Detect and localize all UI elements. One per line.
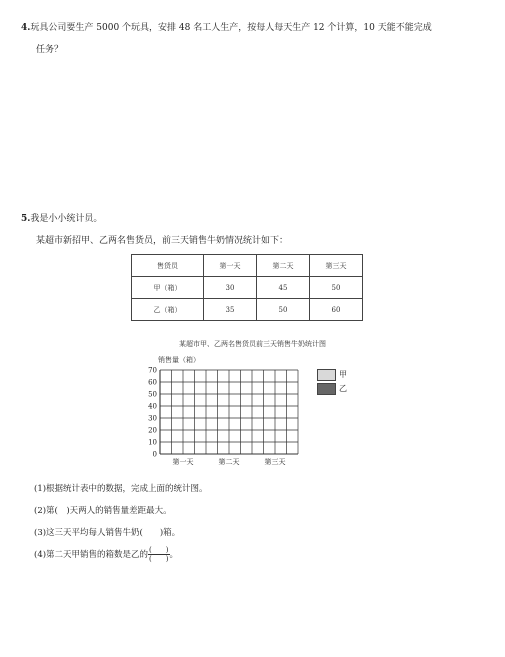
table-header-cell: 第一天 (204, 255, 257, 277)
legend-swatch-jia (317, 369, 336, 381)
legend-label-yi: 乙 (339, 384, 347, 393)
legend-label-jia: 甲 (339, 370, 347, 379)
table-header-cell: 售货员 (132, 255, 204, 277)
sub-question-4-suffix: 。 (169, 550, 179, 560)
sub-question-1: (1)根据统计表中的数据，完成上面的统计图。 (34, 484, 208, 494)
table-header-row (132, 255, 363, 277)
y-tick-label: 60 (148, 378, 157, 387)
x-tick-label: 第三天 (264, 458, 286, 466)
chart-y-axis-label: 销售量（箱） (158, 356, 200, 364)
sub-question-4-prefix: (4)第二天甲销售的箱数是乙的 (34, 550, 149, 560)
sub-question-2: (2)第( )天两人的销售量差距最大。 (34, 506, 172, 516)
question-5 (21, 212, 102, 226)
table-row (132, 299, 363, 321)
question-4 (21, 21, 432, 35)
y-tick-label: 10 (148, 438, 157, 447)
table-row (132, 277, 363, 299)
table-header-cell: 第三天 (310, 255, 363, 277)
sales-bar-chart (138, 362, 313, 466)
y-tick-label: 70 (148, 366, 157, 375)
chart-title: 某超市甲、乙两名售货员前三天销售牛奶统计图 (179, 340, 326, 348)
sub-question-3: (3)这三天平均每人销售牛奶( )箱。 (34, 528, 181, 538)
y-tick-label: 30 (148, 414, 157, 423)
table-cell: 35 (204, 299, 257, 321)
y-tick-label: 40 (148, 402, 157, 411)
question-5-number: 5. (21, 214, 31, 224)
fraction-numerator: ( ) (149, 546, 169, 554)
fraction-denominator: ( ) (149, 555, 169, 563)
table-cell: 30 (204, 277, 257, 299)
table-cell: 50 (257, 299, 310, 321)
legend-swatch-yi (317, 383, 336, 395)
x-tick-label: 第二天 (218, 458, 240, 466)
sales-table (131, 254, 363, 321)
table-cell: 甲（箱） (132, 277, 204, 299)
table-header-cell: 第二天 (257, 255, 310, 277)
sub-question-4 (34, 546, 178, 563)
question-5-title: 我是小小统计员。 (30, 214, 103, 224)
table-cell: 60 (310, 299, 363, 321)
question-4-line2: 任务？ (36, 45, 64, 55)
chart-grid (160, 370, 298, 454)
question-4-number: 4. (21, 23, 31, 33)
question-4-line1: 玩具公司要生产 5000 个玩具，安排 48 名工人生产，按每人每天生产 12 个计算，10 天能不能完成 (30, 23, 432, 33)
table-cell: 乙（箱） (132, 299, 204, 321)
question-5-intro: 某超市新招甲、乙两名售货员，前三天销售牛奶情况统计如下： (36, 236, 289, 246)
chart-y-ticks (148, 367, 157, 459)
chart-x-ticks (173, 457, 286, 466)
answer-fraction (148, 546, 169, 563)
x-tick-label: 第一天 (172, 458, 194, 466)
table-cell: 45 (257, 277, 310, 299)
y-tick-label: 20 (148, 426, 157, 435)
table-cell: 50 (310, 277, 363, 299)
y-tick-label: 50 (148, 390, 157, 399)
y-tick-label: 0 (152, 450, 157, 459)
